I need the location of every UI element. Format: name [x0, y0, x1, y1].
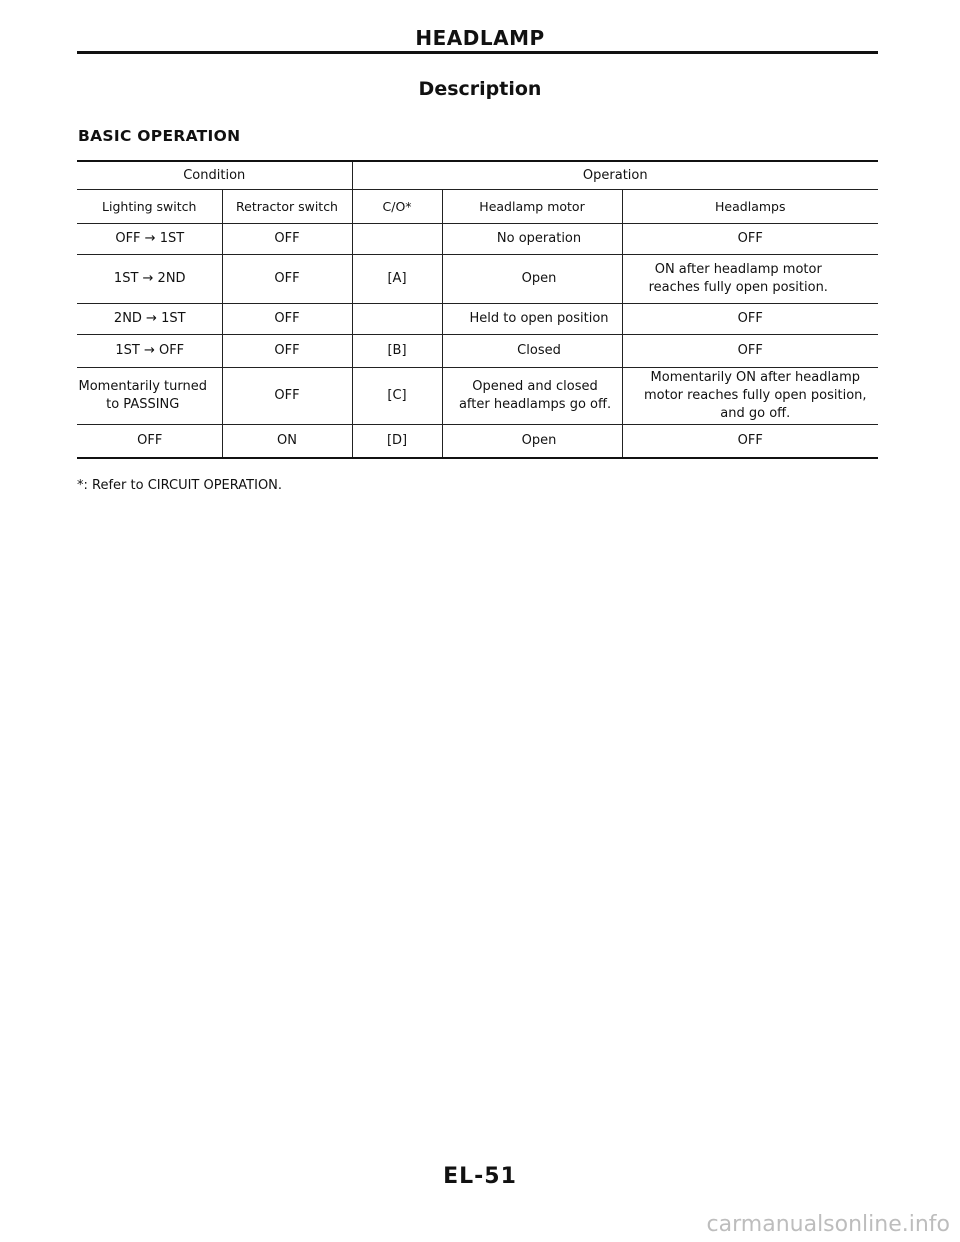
title-rule [77, 51, 878, 54]
cell-lighting-switch: 1ST → 2ND [77, 255, 222, 304]
cell-retractor-switch: OFF [222, 335, 352, 368]
cell-headlamp-motor: Closed [442, 335, 622, 368]
cell-lighting-switch: OFF → 1ST [77, 224, 222, 255]
cell-retractor-switch: OFF [222, 255, 352, 304]
col-header-lighting-switch: Lighting switch [77, 190, 222, 224]
table-row [77, 425, 878, 459]
cell-retractor-switch: OFF [222, 368, 352, 425]
cell-headlamps: OFF [622, 304, 878, 335]
cell-co [352, 224, 442, 255]
col-header-retractor-switch: Retractor switch [222, 190, 352, 224]
table-row [77, 304, 878, 335]
col-header-headlamps: Headlamps [622, 190, 878, 224]
col-header-co: C/O* [352, 190, 442, 224]
cell-retractor-switch: OFF [222, 224, 352, 255]
cell-headlamp-motor: Open [442, 425, 622, 459]
cell-lighting-switch: 1ST → OFF [77, 335, 222, 368]
footnote: *: Refer to CIRCUIT OPERATION. [77, 478, 283, 493]
col-header-headlamp-motor: Headlamp motor [442, 190, 622, 224]
table-row [77, 368, 878, 425]
cell-headlamp-motor: No operation [442, 224, 622, 255]
cell-co: [D] [352, 425, 442, 459]
basic-operation-heading: BASIC OPERATION [78, 127, 241, 145]
cell-lighting-switch: 2ND → 1ST [77, 304, 222, 335]
cell-co: [B] [352, 335, 442, 368]
operation-header: Operation [352, 161, 878, 190]
basic-operation-table [77, 160, 878, 459]
cell-headlamp-motor: Opened and closed after headlamps go off. [442, 368, 622, 425]
cell-headlamps: OFF [622, 224, 878, 255]
table-column-header-row [77, 190, 878, 224]
cell-headlamp-motor: Open [442, 255, 622, 304]
cell-lighting-switch: Momentarily turned to PASSING [77, 368, 222, 425]
table-row [77, 335, 878, 368]
cell-co [352, 304, 442, 335]
description-title: Description [418, 78, 542, 100]
condition-header: Condition [183, 167, 246, 183]
cell-retractor-switch: OFF [222, 304, 352, 335]
cell-co: [C] [352, 368, 442, 425]
cell-headlamps: OFF [622, 335, 878, 368]
cell-co: [A] [352, 255, 442, 304]
watermark: carmanualsonline.info [706, 1212, 950, 1237]
section-title: HEADLAMP [415, 26, 545, 50]
cell-headlamps: ON after headlamp motor reaches fully open position. [622, 255, 878, 304]
cell-lighting-switch: OFF [77, 425, 222, 459]
cell-headlamps: Momentarily ON after headlamp motor reaches fully open position, and go off. [622, 368, 878, 425]
table-group-header-row [77, 161, 878, 190]
cell-retractor-switch: ON [222, 425, 352, 459]
page-number: EL-51 [443, 1164, 517, 1189]
table-row [77, 224, 878, 255]
cell-headlamps: OFF [622, 425, 878, 459]
table-row [77, 255, 878, 304]
cell-headlamp-motor: Held to open position [442, 304, 622, 335]
